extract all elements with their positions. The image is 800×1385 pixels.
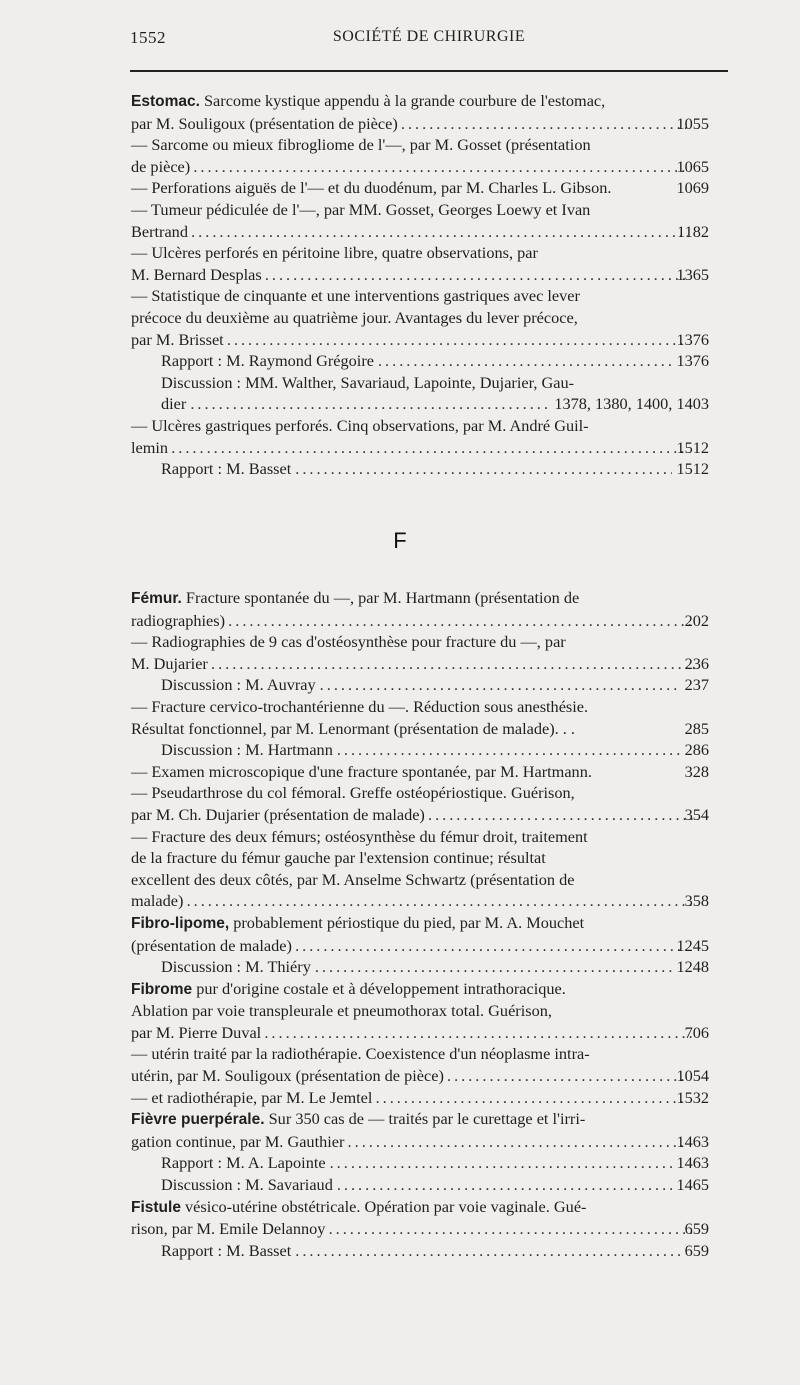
entry-text: de la fracture du fémur gauche par l'extension continue; résultat	[131, 848, 546, 868]
page-reference: 1069	[676, 178, 709, 198]
index-entry	[131, 674, 709, 696]
page-reference: 706	[684, 1022, 709, 1042]
page-reference: 1182	[677, 221, 709, 241]
entry-heading: Fistule	[131, 1198, 181, 1216]
entry-last-line	[131, 1065, 709, 1087]
entry-last-line	[131, 935, 709, 957]
entry-line	[131, 1196, 709, 1219]
page-reference: 659	[684, 1219, 709, 1239]
entry-last-line	[161, 393, 709, 415]
index-entry	[131, 177, 709, 199]
dot-leader	[212, 653, 696, 675]
entry-text: par M. Souligoux (présentation de pièce)	[131, 113, 398, 133]
entry-line	[131, 631, 709, 653]
page-reference: 1463	[676, 1153, 709, 1173]
index-entry	[131, 1152, 709, 1174]
entry-text: — Radiographies de 9 cas d'ostéosynthèse pour fracture du —, par	[131, 632, 566, 652]
entry-last-line	[161, 739, 709, 761]
index-entry	[131, 1087, 709, 1109]
entry-text: précoce du deuxième au quatrième jour. Avantages du lever précoce,	[131, 307, 578, 327]
entry-line	[131, 285, 709, 307]
header-rule	[130, 70, 728, 72]
index-block-estomac	[131, 90, 709, 480]
running-title: SOCIÉTÉ DE CHIRURGIE	[332, 28, 526, 45]
entry-heading: Fibrome	[131, 980, 193, 998]
entry-line	[131, 199, 709, 221]
entry-text: pur d'origine costale et à développement intrathoracique.	[196, 978, 566, 998]
entry-text: (présentation de malade)	[131, 935, 292, 955]
page-reference: 202	[684, 610, 709, 630]
dot-leader	[429, 804, 696, 826]
entry-text: Ablation par voie transpleurale et pneumothorax total. Guérison,	[131, 1001, 552, 1021]
entry-line	[131, 847, 709, 869]
entry-text: par M. Ch. Dujarier (présentation de malade)	[131, 804, 425, 824]
dot-leader	[378, 350, 672, 372]
index-entry	[131, 199, 709, 242]
index-block-f	[131, 587, 709, 1261]
index-entry	[131, 696, 709, 739]
dot-leader	[348, 1131, 687, 1153]
entry-text: — Pseudarthrose du col fémoral. Greffe ostéopériostique. Guérison,	[131, 783, 575, 803]
page-reference: 358	[684, 891, 709, 911]
index-entry	[131, 1108, 709, 1152]
entry-text: M. Dujarier	[131, 653, 208, 673]
entry-last-line	[131, 156, 709, 178]
entry-text: — Statistique de cinquante et une interventions gastriques avec lever	[131, 286, 580, 306]
page-reference: 1376	[676, 329, 709, 349]
dot-leader	[315, 956, 673, 978]
entry-text: Rapport : M. A. Lapointe	[161, 1153, 326, 1173]
entry-last-line	[131, 177, 709, 199]
index-entry	[131, 1240, 709, 1262]
entry-text: Résultat fonctionnel, par M. Lenormant (présentation de malade). . .	[131, 718, 575, 738]
index-entry	[131, 415, 709, 458]
entry-last-line	[131, 761, 709, 783]
page-reference: 354	[684, 804, 709, 824]
index-entry	[131, 242, 709, 285]
entry-last-line	[131, 804, 709, 826]
entry-text: par M. Pierre Duval	[131, 1022, 262, 1042]
entry-text: Fracture spontanée du —, par M. Hartmann (présentation de	[185, 588, 580, 607]
entry-text: Discussion : M. Hartmann	[161, 740, 333, 760]
entry-text: Bertrand	[131, 221, 188, 241]
index-entry	[131, 761, 709, 783]
index-entry	[131, 739, 709, 761]
entry-text: — utérin traité par la radiothérapie. Coexistence d'un néoplasme intra-	[131, 1044, 590, 1064]
page-reference: 1465	[676, 1175, 709, 1195]
entry-line	[131, 1043, 709, 1065]
entry-text: M. Bernard Desplas	[131, 264, 262, 284]
dot-leader	[376, 1087, 687, 1109]
entry-text: utérin, par M. Souligoux (présentation de pièce)	[131, 1066, 444, 1086]
entry-line	[161, 372, 709, 394]
page-reference: 1065	[676, 156, 709, 176]
page-number: 1552	[130, 28, 166, 47]
entry-last-line	[131, 1131, 709, 1153]
entry-text: — Ulcères perforés en péritoine libre, quatre observations, par	[131, 243, 538, 263]
entry-text: Rapport : M. Basset	[161, 1240, 292, 1260]
page-reference: 659	[684, 1240, 709, 1260]
entry-last-line	[161, 1240, 709, 1262]
entry-text: — Fracture des deux fémurs; ostéosynthèse du fémur droit, traitement	[131, 826, 588, 846]
page-reference: 1248	[676, 957, 709, 977]
entry-text: — Perforations aiguës de l'— et du duodénum, par M. Charles L. Gibson.	[131, 178, 612, 198]
entry-line	[131, 978, 709, 1001]
entry-last-line	[161, 350, 709, 372]
entry-line	[131, 782, 709, 804]
entry-text: excellent des deux côtés, par M. Anselme Schwartz (présentation de	[131, 869, 575, 889]
entry-text: — Sarcome ou mieux fibrogliome de l'—, par M. Gosset (présentation	[131, 135, 591, 155]
entry-last-line	[131, 113, 709, 135]
index-entry	[131, 956, 709, 978]
section-letter: F	[393, 528, 407, 553]
entry-text: Sarcome kystique appendu à la grande courbure de l'estomac,	[204, 91, 606, 110]
entry-text: Discussion : M. Savariaud	[161, 1175, 333, 1195]
page-reference: 1378, 1380, 1400, 1403	[554, 394, 709, 414]
entry-heading: Estomac.	[131, 93, 200, 110]
entry-text: Rapport : M. Raymond Grégoire	[161, 351, 374, 371]
page-reference: 1245	[676, 935, 709, 955]
dot-leader	[192, 221, 688, 243]
index-entry	[131, 826, 709, 912]
entry-last-line	[131, 1218, 709, 1240]
entry-heading: Fémur.	[131, 590, 182, 607]
entry-text: radiographies)	[131, 610, 226, 630]
page-reference: 1463	[676, 1131, 709, 1151]
entry-line	[131, 1108, 709, 1131]
dot-leader	[295, 458, 672, 480]
dot-leader	[448, 1065, 688, 1087]
entry-line	[131, 696, 709, 718]
entry-text: — Ulcères gastriques perforés. Cinq observations, par M. André Guil-	[131, 415, 589, 435]
entry-last-line	[131, 329, 709, 351]
entry-line	[131, 1000, 709, 1022]
entry-last-line	[131, 890, 709, 912]
entry-last-line	[161, 674, 709, 696]
entry-line	[131, 415, 709, 437]
entry-last-line	[131, 610, 709, 632]
dot-leader	[337, 1174, 673, 1196]
entry-text: — et radiothérapie, par M. Le Jemtel	[131, 1087, 373, 1107]
entry-line	[131, 826, 709, 848]
entry-text: Discussion : M. Auvray	[161, 675, 316, 695]
index-entry	[131, 134, 709, 177]
entry-line	[131, 134, 709, 156]
entry-text: probablement périostique du pied, par M. A. Mouchet	[233, 912, 585, 932]
index-entry	[131, 912, 709, 956]
entry-last-line	[131, 718, 709, 740]
entry-line	[131, 307, 709, 329]
entry-line	[131, 587, 709, 610]
page-reference: 285	[684, 718, 709, 738]
entry-text: de pièce)	[131, 156, 191, 176]
page-reference: 236	[684, 653, 709, 673]
entry-line	[131, 869, 709, 891]
index-entry	[131, 90, 709, 134]
dot-leader	[194, 156, 687, 178]
entry-line	[131, 90, 709, 113]
entry-last-line	[131, 1022, 709, 1044]
entry-text: — Fracture cervico-trochantérienne du —. Réduction sous anesthésie.	[131, 696, 589, 716]
entry-text: par M. Brisset	[131, 329, 224, 349]
entry-last-line	[131, 653, 709, 675]
entry-last-line	[131, 264, 709, 286]
entry-text: lemin	[131, 437, 169, 457]
entry-text: Rapport : M. Basset	[161, 459, 292, 479]
entry-text: dier	[161, 394, 187, 414]
page-reference: 1055	[676, 113, 709, 133]
entry-text: Discussion : M. Thiéry	[161, 957, 311, 977]
entry-last-line	[161, 1152, 709, 1174]
entry-text: gation continue, par M. Gauthier	[131, 1131, 345, 1151]
index-entry	[131, 372, 709, 415]
entry-last-line	[161, 458, 709, 480]
index-entry	[131, 350, 709, 372]
entry-heading: Fièvre puerpérale.	[131, 1111, 265, 1129]
entry-last-line	[161, 956, 709, 978]
page-reference: 328	[684, 761, 709, 781]
dot-leader	[229, 610, 696, 632]
page-reference: 237	[684, 675, 709, 695]
dot-leader	[172, 437, 687, 459]
entry-text: — Tumeur pédiculée de l'—, par MM. Gosset, Georges Loewy et Ivan	[131, 199, 591, 219]
dot-leader	[266, 264, 688, 286]
entry-text: vésico-utérine obstétricale. Opération par voie vaginale. Gué-	[185, 1196, 587, 1216]
index-entry	[131, 587, 709, 631]
entry-line	[131, 912, 709, 935]
page-reference: 1512	[676, 459, 709, 479]
dot-leader	[296, 935, 688, 957]
dot-leader	[265, 1022, 695, 1044]
entry-line	[131, 242, 709, 264]
dot-leader	[228, 329, 688, 351]
dot-leader	[402, 113, 688, 135]
entry-text: rison, par M. Emile Delannoy	[131, 1219, 326, 1239]
page-reference: 1512	[676, 437, 709, 457]
page-reference: 1365	[676, 264, 709, 284]
dot-leader	[330, 1152, 673, 1174]
index-entry	[131, 1196, 709, 1240]
index-entry	[131, 458, 709, 480]
running-head	[130, 28, 728, 58]
entry-text: malade)	[131, 891, 184, 911]
dot-leader	[329, 1218, 695, 1240]
dot-leader	[187, 890, 695, 912]
index-entry	[131, 631, 709, 674]
dot-leader	[337, 739, 681, 761]
index-entry	[131, 978, 709, 1044]
page-reference: 286	[684, 740, 709, 760]
dot-leader	[295, 1240, 680, 1262]
index-entry	[131, 1174, 709, 1196]
index-entry	[131, 782, 709, 825]
page-reference: 1532	[676, 1087, 709, 1107]
entry-heading: Fibro-lipome,	[131, 914, 230, 932]
index-entry	[131, 285, 709, 350]
page-reference: 1054	[676, 1066, 709, 1086]
entry-last-line	[131, 221, 709, 243]
dot-leader	[320, 674, 681, 696]
entry-text: Discussion : MM. Walther, Savariaud, Lapointe, Dujarier, Gau-	[161, 372, 575, 392]
entry-last-line	[131, 1087, 709, 1109]
entry-last-line	[131, 437, 709, 459]
page-reference: 1376	[676, 351, 709, 371]
entry-text: — Examen microscopique d'une fracture spontanée, par M. Hartmann.	[131, 761, 592, 781]
index-entry	[131, 1043, 709, 1086]
entry-last-line	[161, 1174, 709, 1196]
dot-leader	[190, 393, 550, 415]
entry-text: Sur 350 cas de — traités par le curettage et l'irri-	[268, 1109, 586, 1129]
